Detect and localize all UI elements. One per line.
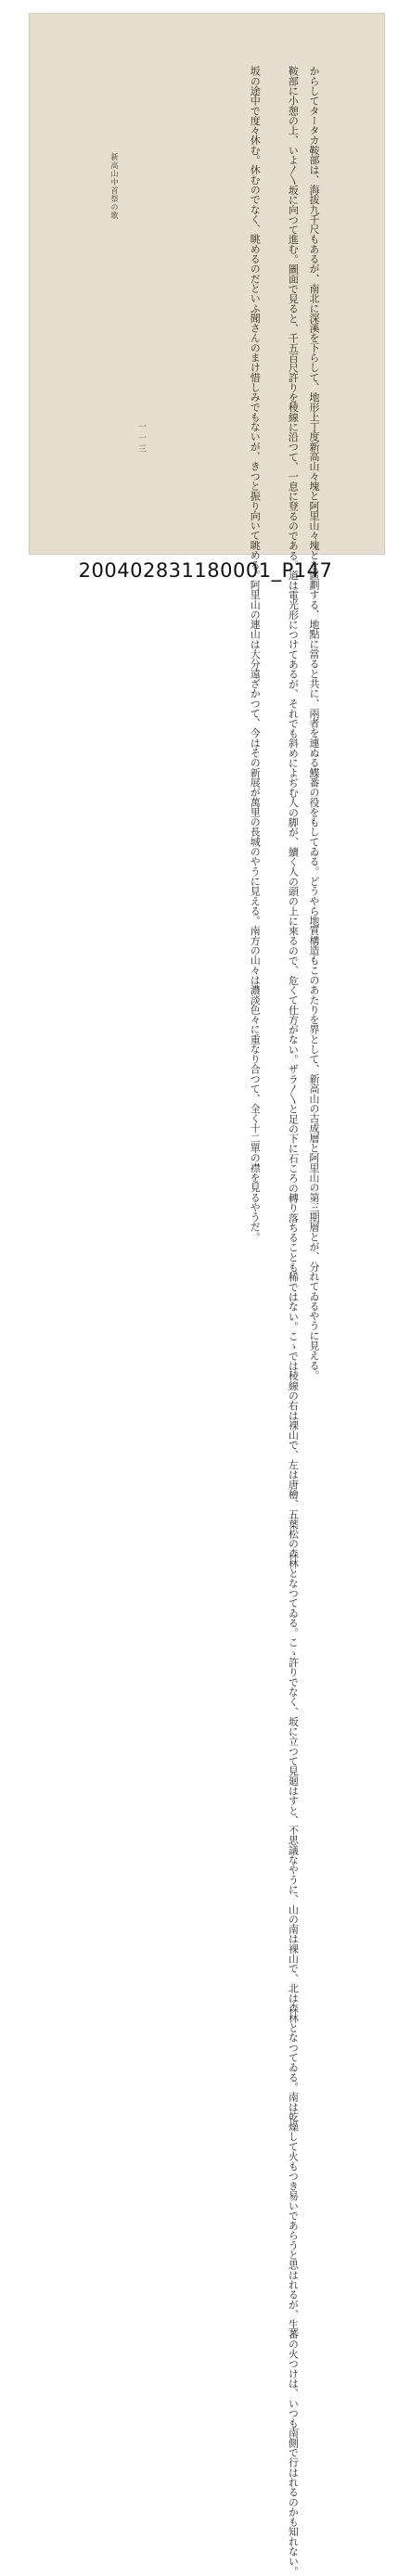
paragraph-3: 坂の途中で度々休む。休むのでなく、眺めるのだといふ聞さんのまけ惜しみでもないが、きつと振り向いて眺める。阿里山の連山は大分遠ざかつて、今はその新展が萬里の長城のやうに見える。南方の山々は濃淡色々に重なり合つて、全く十二單の襟を見るやうだ。	[249, 66, 262, 1242]
paragraph-1: からしてタータカ鞍部は、海拔九千尺もあるが、南北に深溪を下らして、地形上丁度新高山々塊と阿里山々塊とを區劃する、地點に當ると共に、兩者を連ぬる鰈番の役をもしてゐる。どうやら地質構造もこのあたりを界として、新高山の古成層と阿里山の第三期層とが、分れてゐるやうに見える。	[308, 66, 320, 1380]
running-title: 新高山中首祭の歌	[110, 153, 119, 220]
paragraph-2: 鞍部に小憩の上、いよ〳〵坂に向つて進む。圖面で見ると、千五百尺許りを稜線に沿つて、一息に登るのである。道は電光形につけてあるが、それでも斜めによぢむ人の脚が、續く人の頭の上に來るので、危くて仕方がない。ザラ〳〵と足の下に石ころの轉り落ちることも稀ではない。こゝでは稜線の右は裸山で、左は唐檜、五葉松の森林となつてゐる。こゝ許りでなく、坂に立つて見廻はすと、不思議なやうに、山の南は裸山で、北は森林となつてゐる。南は乾燥して火もつき易いであらうと思はれるが、生蕃の火つけは、いつも南側で行はれるのかも知れない。	[287, 66, 300, 2576]
page-number: 一一三	[136, 422, 146, 455]
image-caption: 200402831180001_P147	[78, 559, 333, 582]
